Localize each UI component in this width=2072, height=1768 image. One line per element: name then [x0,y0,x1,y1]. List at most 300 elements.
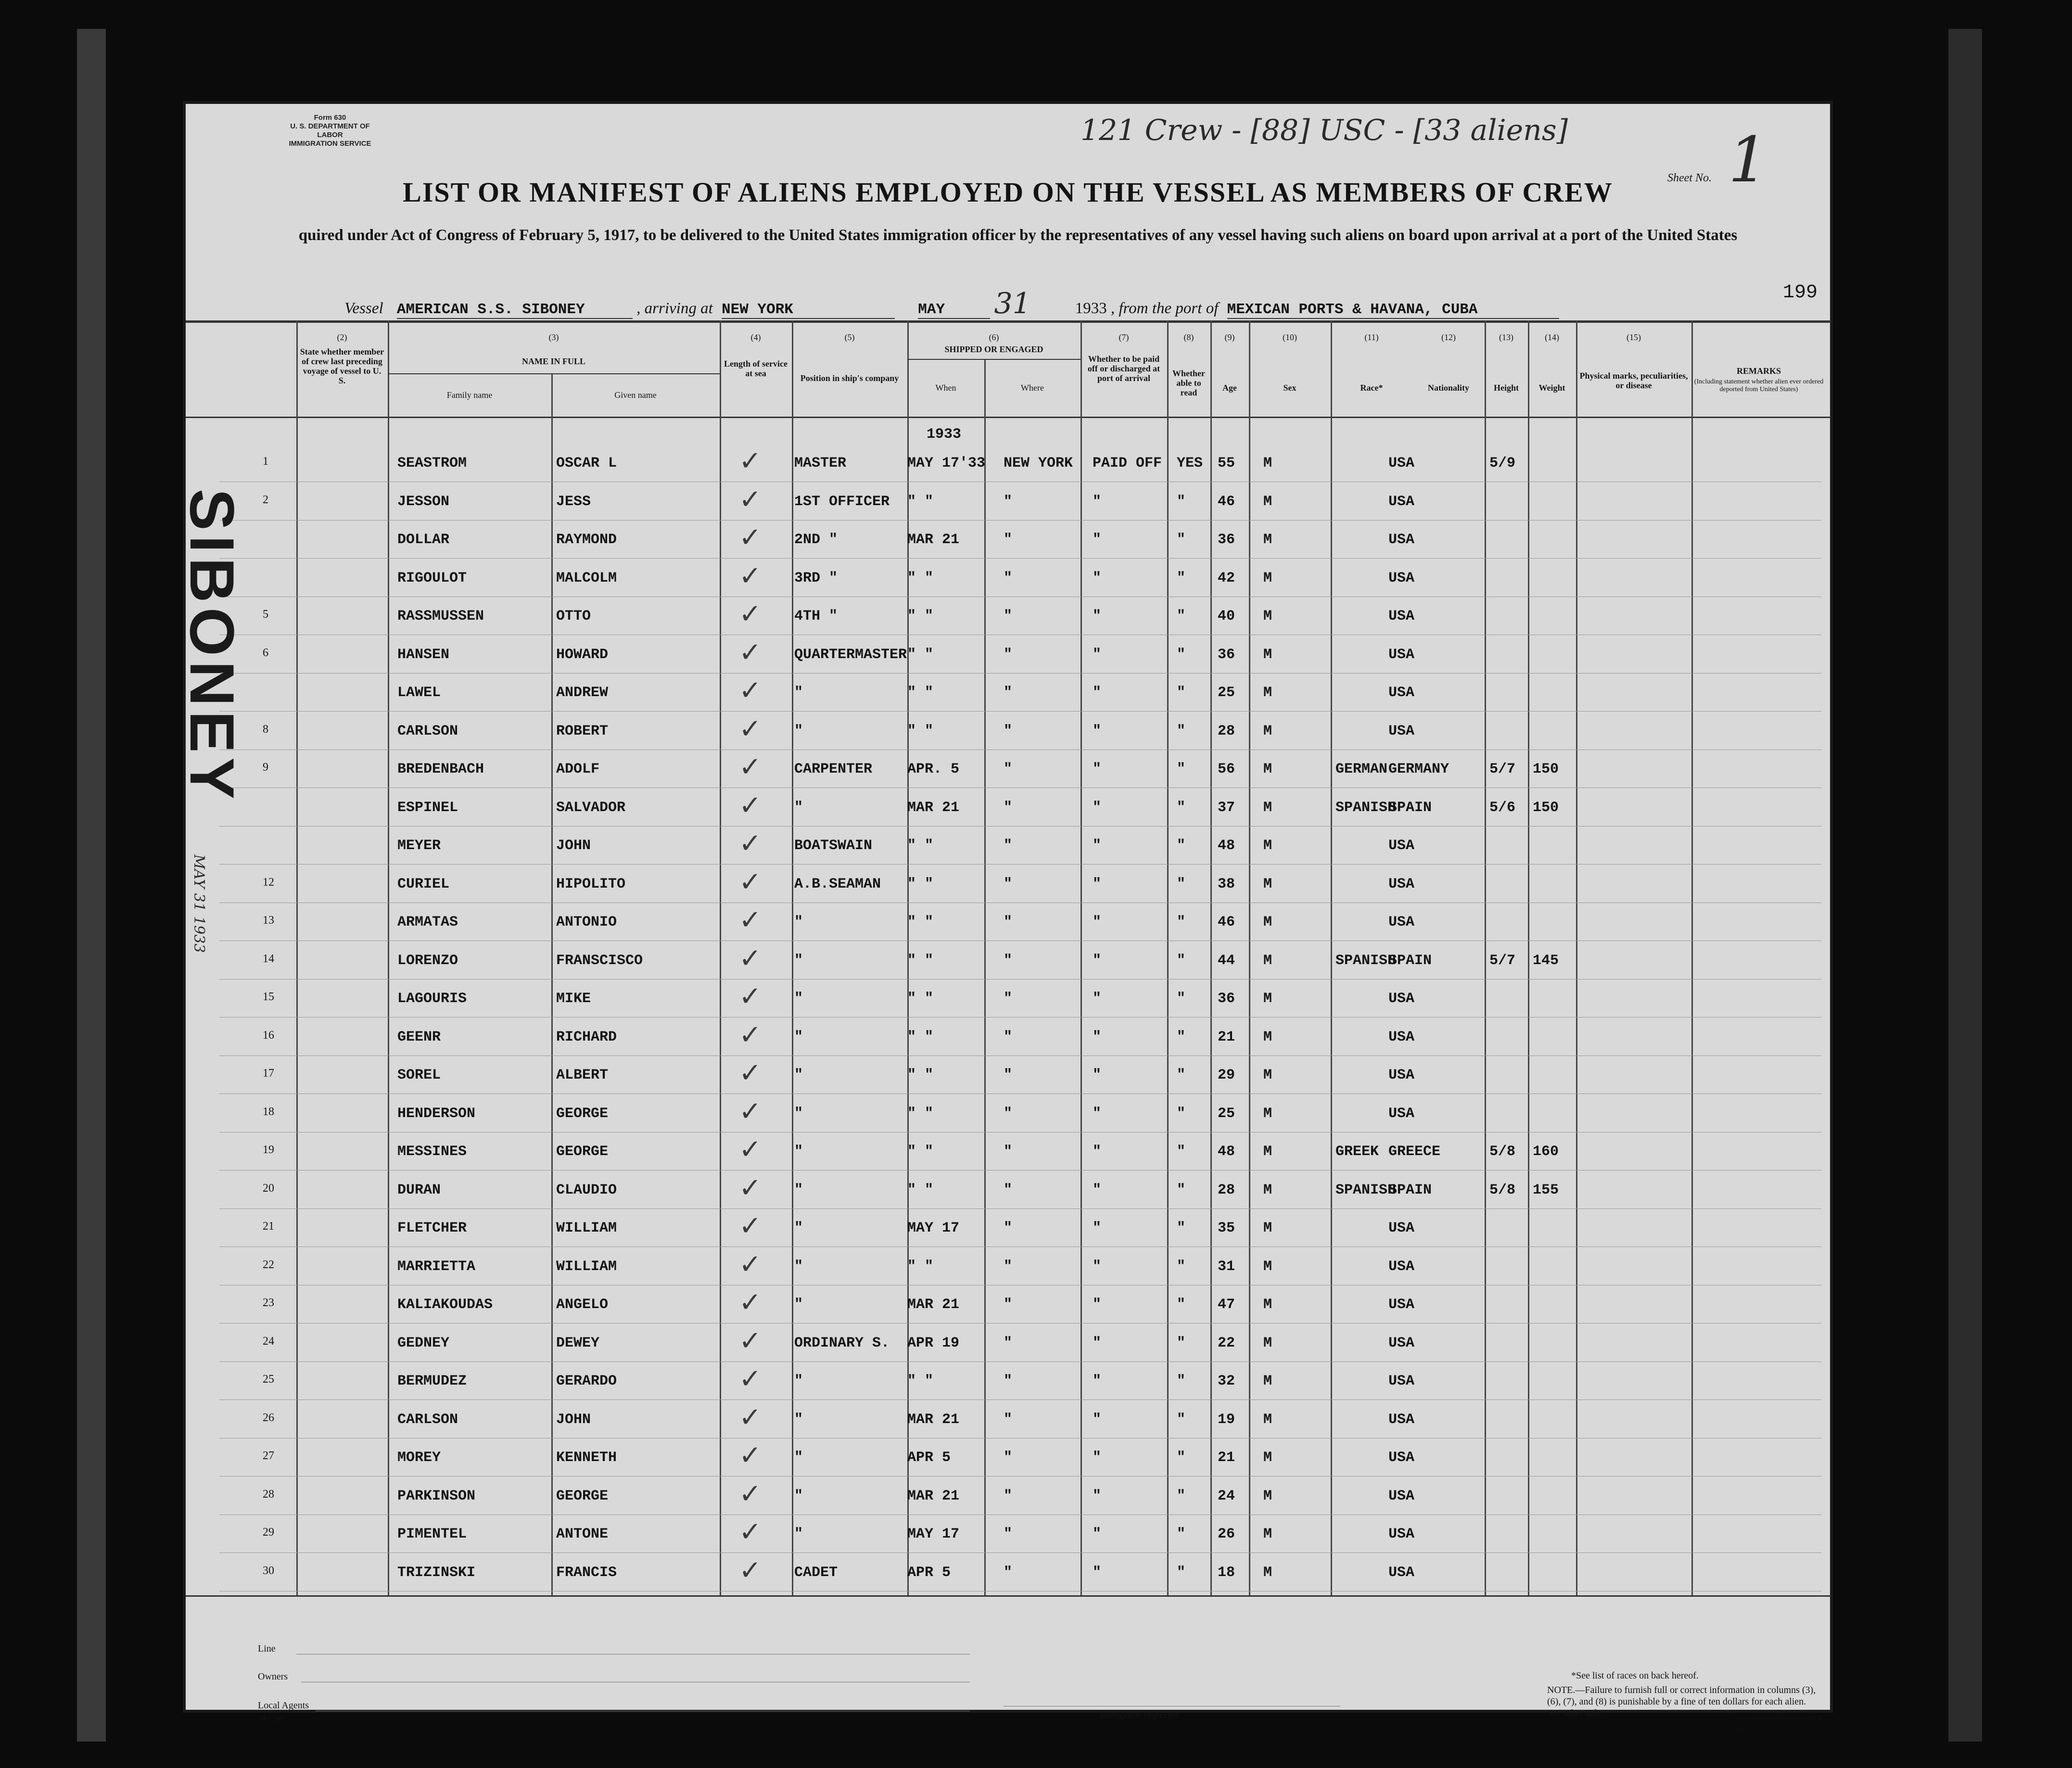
checkmark-icon: ✓ [739,1172,762,1204]
nationality: GERMANY [1388,761,1449,777]
row-number: 21 [263,1220,274,1233]
paid-off: " [1093,608,1102,624]
footer-owners-label: Owners [258,1671,288,1682]
position: 3RD " [794,570,838,586]
nationality: SPAIN [1388,1182,1432,1198]
form-info [277,114,383,148]
family-name: MESSINES [397,1144,467,1160]
position: BOATSWAIN [794,838,873,854]
footer-form-code: 14-1340 [258,1715,284,1723]
shipped-when: MAR 21 [907,1488,960,1504]
sex: M [1263,493,1272,510]
age: 31 [1218,1258,1235,1275]
paid-off: " [1093,761,1102,777]
row-number: 30 [263,1564,274,1577]
checkmark-icon: ✓ [739,981,762,1012]
given-name: RAYMOND [556,532,617,548]
checkmark-icon: ✓ [739,1134,762,1165]
shipped-where: " [1004,1526,1013,1542]
able-to-read: " [1177,838,1186,854]
able-to-read: " [1177,991,1186,1007]
col-position: Position in ship's company [800,373,899,383]
row-separator [219,673,1821,674]
able-to-read: " [1177,532,1186,548]
vessel-line [344,287,1559,321]
shipped-when: " " [907,723,934,739]
family-name: HANSEN [397,646,450,663]
position: " [794,685,803,701]
sex: M [1263,799,1272,816]
row-number: 22 [263,1258,274,1271]
sex: M [1263,1220,1272,1236]
paid-off: " [1093,1258,1102,1275]
sex: M [1263,1067,1272,1083]
able-to-read: " [1177,1105,1186,1122]
penalty-note: NOTE.—Failure to furnish full or correct information in columns (3), (6), (7), and (8) is punishable by a fine of ten dollars for each alien. See other side. [1547,1685,1816,1718]
row-number: 16 [263,1029,274,1042]
shipped-when: " " [907,1144,934,1160]
checkmark-icon: ✓ [739,560,762,592]
frame-left-bar [77,29,106,1742]
given-name: OTTO [556,608,591,624]
nationality: GREECE [1388,1144,1441,1160]
row-separator [219,1017,1821,1018]
able-to-read: YES [1177,455,1203,471]
family-name: GEDNEY [397,1335,450,1351]
position: " [794,1373,803,1389]
given-name: JOHN [556,1411,591,1428]
sex: M [1263,646,1272,663]
given-name: FRANSCISCO [556,952,643,969]
row-separator [219,826,1821,827]
table-top-border [186,320,1831,323]
able-to-read: " [1177,761,1186,777]
inspector-label: Immigrant Inspector. [1100,1710,1181,1720]
able-to-read: " [1177,1297,1186,1313]
shipped-when: " " [907,1258,934,1275]
age: 36 [1218,991,1235,1007]
age: 36 [1218,532,1235,548]
nationality: USA [1388,608,1415,624]
able-to-read: " [1177,570,1186,586]
row-number: 15 [263,991,274,1003]
family-name: LAGOURIS [397,991,467,1007]
shipped-where: " [1004,1450,1013,1466]
given-name: ANDREW [556,685,609,701]
manifest-page [177,101,1833,1733]
col-divider [1210,320,1212,1595]
service: IMMIGRATION SERVICE [289,140,371,148]
shipped-when: MAR 21 [907,532,960,548]
col-given-name: Given name [614,390,657,400]
nationality: USA [1388,1029,1415,1045]
age: 46 [1218,914,1235,930]
shipped-where: NEW YORK [1004,455,1073,471]
col-divider [1080,320,1082,1595]
position: " [794,1526,803,1542]
paid-off: " [1093,1067,1102,1083]
sex: M [1263,608,1272,624]
footer-line-label: Line [258,1643,276,1654]
checkmark-icon: ✓ [739,789,762,821]
position: 2ND " [794,532,838,548]
sex: M [1263,1297,1272,1313]
family-name: RASSMUSSEN [397,608,484,624]
col-number: (10) [1283,332,1297,342]
form-number: Form 630 [314,114,346,122]
position: " [794,1029,803,1045]
weight: 150 [1533,761,1559,777]
given-name: ALBERT [556,1067,609,1083]
shipped-where: " [1004,991,1013,1007]
nationality: USA [1388,914,1415,930]
row-separator [219,1361,1821,1362]
checkmark-icon: ✓ [739,675,762,706]
row-separator [219,864,1821,865]
age: 28 [1218,1182,1235,1198]
row-separator [219,1208,1821,1209]
position: QUARTERMASTER [794,646,907,663]
family-name: FLETCHER [397,1220,467,1236]
age: 32 [1218,1373,1235,1389]
given-name: FRANCIS [556,1564,617,1581]
sex: M [1263,723,1272,739]
checkmark-icon: ✓ [739,1440,762,1471]
paid-off: " [1093,493,1102,510]
position: " [794,1297,803,1313]
checkmark-icon: ✓ [739,598,762,630]
shipped-where: " [1004,952,1013,969]
given-name: GEORGE [556,1144,609,1160]
shipped-when: " " [907,1029,934,1045]
year-header: 1933 [927,426,962,443]
shipped-when: MAY 17 [907,1220,960,1236]
family-name: MOREY [397,1450,441,1466]
col-number: (9) [1224,332,1235,342]
sex: M [1263,1105,1272,1122]
col-number: (11) [1364,332,1379,342]
sex: M [1263,876,1272,892]
able-to-read: " [1177,1526,1186,1542]
row-separator [219,1514,1821,1515]
sex: M [1263,1029,1272,1045]
nationality: USA [1388,838,1415,854]
shipped-where: " [1004,1067,1013,1083]
row-separator [219,520,1821,521]
given-name: HIPOLITO [556,876,626,892]
row-number: 6 [263,646,268,659]
paid-off: " [1093,1564,1102,1581]
age: 29 [1218,1067,1235,1083]
col-number: (8) [1183,332,1194,342]
col-number: (12) [1441,332,1456,342]
able-to-read: " [1177,685,1186,701]
checkmark-icon: ✓ [739,1019,762,1051]
row-number: 14 [263,952,274,965]
row-number: 5 [263,608,268,621]
shipped-when: " " [907,1182,934,1198]
checkmark-icon: ✓ [739,1363,762,1395]
sex: M [1263,1258,1272,1275]
shipped-when: APR 5 [907,1564,951,1581]
family-name: PARKINSON [397,1488,476,1504]
sex: M [1263,1488,1272,1504]
age: 25 [1218,685,1235,701]
family-name: LORENZO [397,952,458,969]
family-name: CURIEL [397,876,450,892]
nationality: USA [1388,1105,1415,1122]
row-number: 20 [263,1182,274,1195]
given-name: JESS [556,493,591,510]
age: 40 [1218,608,1235,624]
from-port-label: , from the port of [1111,300,1219,317]
given-name: ANTONIO [556,914,617,930]
weight: 160 [1533,1144,1559,1160]
family-name: CARLSON [397,723,458,739]
sex: M [1263,1411,1272,1428]
col-sex: Sex [1283,383,1297,393]
col-divider [1331,320,1332,1595]
sex: M [1263,685,1272,701]
age: 47 [1218,1297,1235,1313]
sex: M [1263,1144,1272,1160]
age: 28 [1218,723,1235,739]
position: 4TH " [794,608,838,624]
checkmark-icon: ✓ [739,713,762,745]
able-to-read: " [1177,1067,1186,1083]
nationality: USA [1388,1564,1415,1581]
position: " [794,1105,803,1122]
sheet-number: 1 [1728,123,1768,196]
shipped-when: " " [907,570,934,586]
height: 5/7 [1489,952,1516,969]
shipped-where: " [1004,799,1013,816]
col-when: When [935,383,956,393]
row-number: 8 [263,723,268,736]
paid-off: " [1093,1335,1102,1351]
shipped-when: " " [907,608,934,624]
position: " [794,799,803,816]
row-number: 23 [263,1297,274,1309]
shipped-when: " " [907,1105,934,1122]
col-age: Age [1222,383,1237,393]
sex: M [1263,1526,1272,1542]
nationality: USA [1388,1488,1415,1504]
col-divider [1485,320,1486,1595]
age: 35 [1218,1220,1235,1236]
row-number: 26 [263,1411,274,1424]
sex: M [1263,1450,1272,1466]
col-race: Race* [1360,383,1383,393]
col-length-service: Length of service at sea [724,359,788,378]
row-number: 17 [263,1067,274,1080]
able-to-read: " [1177,1182,1186,1198]
race: SPANISH [1335,799,1397,816]
shipped-when: " " [907,876,934,892]
able-to-read: " [1177,608,1186,624]
col-divider [388,320,389,1595]
shipped-when: " " [907,493,934,510]
age: 38 [1218,876,1235,892]
row-number: 9 [263,761,268,774]
given-name: KENNETH [556,1450,617,1466]
table-bottom-border [186,1595,1831,1597]
checkmark-icon: ✓ [739,1401,762,1433]
family-name: SOREL [397,1067,441,1083]
shipped-where: " [1004,1297,1013,1313]
row-number: 25 [263,1373,274,1386]
nationality: USA [1388,646,1415,663]
weight: 145 [1533,952,1559,969]
shipped-when: APR 5 [907,1450,951,1466]
nationality: USA [1388,1335,1415,1351]
checkmark-icon: ✓ [739,1095,762,1127]
given-name: GERARDO [556,1373,617,1389]
shipped-when: MAR 21 [907,1297,960,1313]
frame-right-bar [1948,29,1982,1742]
col-number: (14) [1545,332,1559,342]
family-name: KALIAKOUDAS [397,1297,493,1313]
given-name: MALCOLM [556,570,617,586]
race: GREEK [1335,1144,1379,1160]
col-weight: Weight [1538,383,1565,393]
shipped-where: " [1004,570,1013,586]
sex: M [1263,914,1272,930]
col-divider [1249,320,1250,1595]
shipped-where: " [1004,1335,1013,1351]
col-divider [792,320,793,1595]
shipped-where: " [1004,1564,1013,1581]
age: 42 [1218,570,1235,586]
col-state-whether: State whether member of crew last preceding voyage of vessel to U. S. [300,347,384,385]
paid-off: " [1093,1373,1102,1389]
given-name: RICHARD [556,1029,617,1045]
row-separator [219,558,1821,559]
paid-off: " [1093,1105,1102,1122]
given-name: OSCAR L [556,455,617,471]
arriving-port: NEW YORK [722,301,895,319]
paid-off: PAID OFF [1093,455,1162,471]
row-number: 13 [263,914,274,927]
able-to-read: " [1177,799,1186,816]
col-number: (3) [548,332,559,342]
races-note: *See list of races on back hereof. [1571,1670,1699,1681]
race: GERMAN [1335,761,1388,777]
race: SPANISH [1335,1182,1397,1198]
row-number: 24 [263,1335,274,1348]
paid-off: " [1093,876,1102,892]
nationality: SPAIN [1388,799,1432,816]
sex: M [1263,1373,1272,1389]
paid-off: " [1093,1488,1102,1504]
checkmark-icon: ✓ [739,1554,762,1586]
nationality: USA [1388,876,1415,892]
shipped-where: " [1004,1488,1013,1504]
arrival-day: 31 [994,287,1067,321]
siboney-side-stamp: SIBONEY [177,489,247,804]
able-to-read: " [1177,952,1186,969]
race: SPANISH [1335,952,1397,969]
arriving-label: , arriving at [636,300,713,317]
row-number: 1 [263,455,268,468]
paid-off: " [1093,1411,1102,1428]
shipped-where: " [1004,1029,1013,1045]
sex: M [1263,570,1272,586]
able-to-read: " [1177,1564,1186,1581]
col-divider [1691,320,1693,1595]
col-number: (2) [337,332,347,342]
shipped-where: " [1004,1220,1013,1236]
position: " [794,1411,803,1428]
col-number: (5) [844,332,855,342]
page-title: LIST OR MANIFEST OF ALIENS EMPLOYED ON THE VESSEL AS MEMBERS OF CREW [403,177,1613,208]
row-separator [219,711,1821,712]
given-name: DEWEY [556,1335,600,1351]
shipped-when: " " [907,991,934,1007]
position: CARPENTER [794,761,873,777]
paid-off: " [1093,570,1102,586]
able-to-read: " [1177,493,1186,510]
family-name: GEENR [397,1029,441,1045]
paid-off: " [1093,532,1102,548]
position: " [794,1450,803,1466]
paid-off: " [1093,838,1102,854]
col-divider [296,320,298,1595]
position: 1ST OFFICER [794,493,890,510]
family-name: ARMATAS [397,914,458,930]
family-name: SEASTROM [397,455,467,471]
checkmark-icon: ✓ [739,1248,762,1280]
paid-off: " [1093,723,1102,739]
shipped-where: " [1004,1144,1013,1160]
able-to-read: " [1177,1335,1186,1351]
shipped-where: " [1004,1411,1013,1428]
given-name: ANTONE [556,1526,609,1542]
age: 19 [1218,1411,1235,1428]
age: 48 [1218,838,1235,854]
weight: 150 [1533,799,1559,816]
shipped-when: " " [907,646,934,663]
nationality: USA [1388,1411,1415,1428]
checkmark-icon: ✓ [739,1478,762,1510]
given-name: SALVADOR [556,799,626,816]
paid-off: " [1093,1220,1102,1236]
col-height: Height [1494,383,1519,393]
col-family-name: Family name [446,390,493,400]
family-name: MEYER [397,838,441,854]
position: " [794,991,803,1007]
name-subheader-line [388,373,720,374]
family-name: CARLSON [397,1411,458,1428]
paid-off: " [1093,1450,1102,1466]
age: 56 [1218,761,1235,777]
paid-off: " [1093,685,1102,701]
table-header-bottom-border [186,417,1831,418]
given-name: MIKE [556,991,591,1007]
shipped-where: " [1004,1373,1013,1389]
col-shipped: SHIPPED OR ENGAGED [944,344,1043,354]
footer-agents-label: Local Agents [258,1700,309,1711]
able-to-read: " [1177,1373,1186,1389]
col-divider [551,373,553,1595]
shipped-when: " " [907,838,934,854]
from-port: MEXICAN PORTS & HAVANA, CUBA [1227,301,1559,319]
checkmark-icon: ✓ [739,904,762,936]
paid-off: " [1093,952,1102,969]
checkmark-icon: ✓ [739,636,762,668]
family-name: DOLLAR [397,532,450,548]
age: 55 [1218,455,1235,471]
